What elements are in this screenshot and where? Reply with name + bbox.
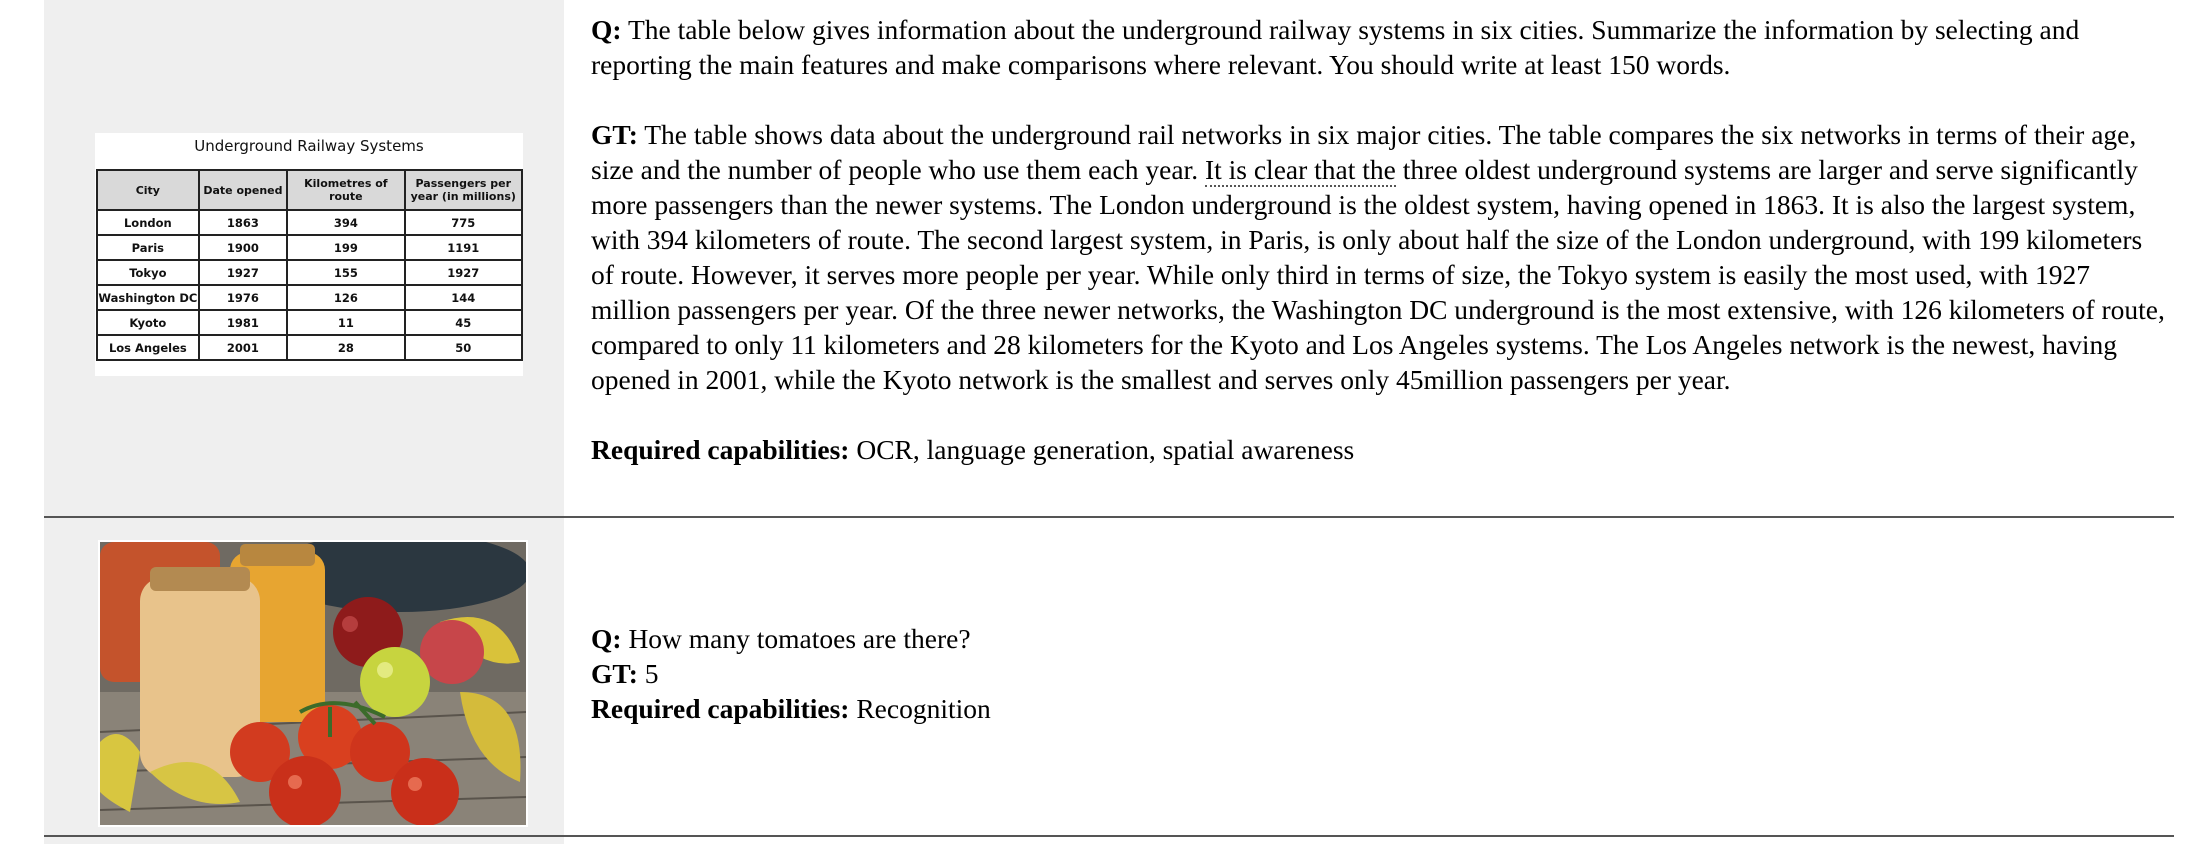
- table-cell: 1191: [405, 235, 522, 260]
- capabilities: [591, 432, 2171, 467]
- table-image: [95, 133, 523, 376]
- gt-text-underlined: It is clear that the: [1204, 154, 1396, 185]
- table-header-row: [97, 170, 522, 210]
- table-cell: 1863: [199, 210, 287, 235]
- table-cell: 1981: [199, 310, 287, 335]
- table-cell: 126: [287, 285, 404, 310]
- capabilities: [591, 691, 2171, 726]
- row1-text: [591, 12, 2171, 467]
- table-cell: 11: [287, 310, 404, 335]
- cap-text: Recognition: [856, 693, 991, 724]
- header-cell: City: [97, 170, 199, 210]
- table-cell: 199: [287, 235, 404, 260]
- header-cell: Kilometres of route: [287, 170, 404, 210]
- table-cell: 155: [287, 260, 404, 285]
- table-cell: Paris: [97, 235, 199, 260]
- table-cell: 28: [287, 335, 404, 360]
- q-text: How many tomatoes are there?: [628, 623, 971, 654]
- table-row: [97, 285, 522, 310]
- table-row: [97, 210, 522, 235]
- ground-truth: [591, 117, 2171, 397]
- produce-photo: [98, 540, 528, 827]
- produce-photo-graphic: [100, 542, 526, 825]
- q-label: Q:: [591, 14, 622, 45]
- table-cell: 394: [287, 210, 404, 235]
- table-cell: 45: [405, 310, 522, 335]
- table-cell: Tokyo: [97, 260, 199, 285]
- railway-table: [96, 169, 523, 361]
- table-cell: 775: [405, 210, 522, 235]
- row-divider: [44, 835, 2174, 837]
- ground-truth: [591, 656, 2171, 691]
- table-row: [97, 260, 522, 285]
- q-text: The table below gives information about the underground railway systems in six cities. Summarize the information by selecting and reporting the main features and make comparisons where relevant. You should write at least 150 words.: [591, 14, 2080, 80]
- row2-text: [591, 621, 2171, 726]
- gt-label: GT:: [591, 119, 638, 150]
- table-row: [97, 335, 522, 360]
- table-row: [97, 235, 522, 260]
- table-cell: 1927: [199, 260, 287, 285]
- table-row: [97, 310, 522, 335]
- table-cell: 144: [405, 285, 522, 310]
- cap-text: OCR, language generation, spatial awareness: [856, 434, 1355, 465]
- table-cell: Kyoto: [97, 310, 199, 335]
- table-title: Underground Railway Systems: [194, 137, 424, 155]
- gt-text: The table shows data about the underground rail networks in six major cities. The table compares the six networks in terms of their age, size and the number of people who use them each year.: [591, 119, 2137, 185]
- question: [591, 12, 2171, 82]
- gt-label: GT:: [591, 658, 638, 689]
- row-divider: [44, 516, 2174, 518]
- cap-label: Required capabilities:: [591, 434, 850, 465]
- table-cell: Washington DC: [97, 285, 199, 310]
- header-cell: Passengers per year (in millions): [405, 170, 522, 210]
- q-label: Q:: [591, 623, 622, 654]
- gt-text: three oldest underground systems are larger and serve significantly more passengers than the newer systems. The London underground is the oldest system, having opened in 1863. It is also the largest system, with 394 kilometers of route. The second largest system, in Paris, is only about half the size of the London underground, with 199 kilometers of route. However, it serves more people per year. While only third in terms of size, the Tokyo system is easily the most used, with 1927 million passengers per year. Of the three newer networks, the Washington DC underground is the most extensive, with 126 kilometers of route, compared to only 11 kilometers and 28 kilometers for the Kyoto and Los Angeles systems. The Los Angeles network is the newest, having opened in 2001, while the Kyoto network is the smallest and serves only 45million passengers per year.: [591, 154, 2165, 395]
- table-cell: 1900: [199, 235, 287, 260]
- table-cell: 2001: [199, 335, 287, 360]
- table-cell: Los Angeles: [97, 335, 199, 360]
- gt-text: 5: [644, 658, 659, 689]
- cap-label: Required capabilities:: [591, 693, 850, 724]
- table-cell: London: [97, 210, 199, 235]
- table-cell: 1927: [405, 260, 522, 285]
- header-cell: Date opened: [199, 170, 287, 210]
- table-cell: 1976: [199, 285, 287, 310]
- table-cell: 50: [405, 335, 522, 360]
- question: [591, 621, 2171, 656]
